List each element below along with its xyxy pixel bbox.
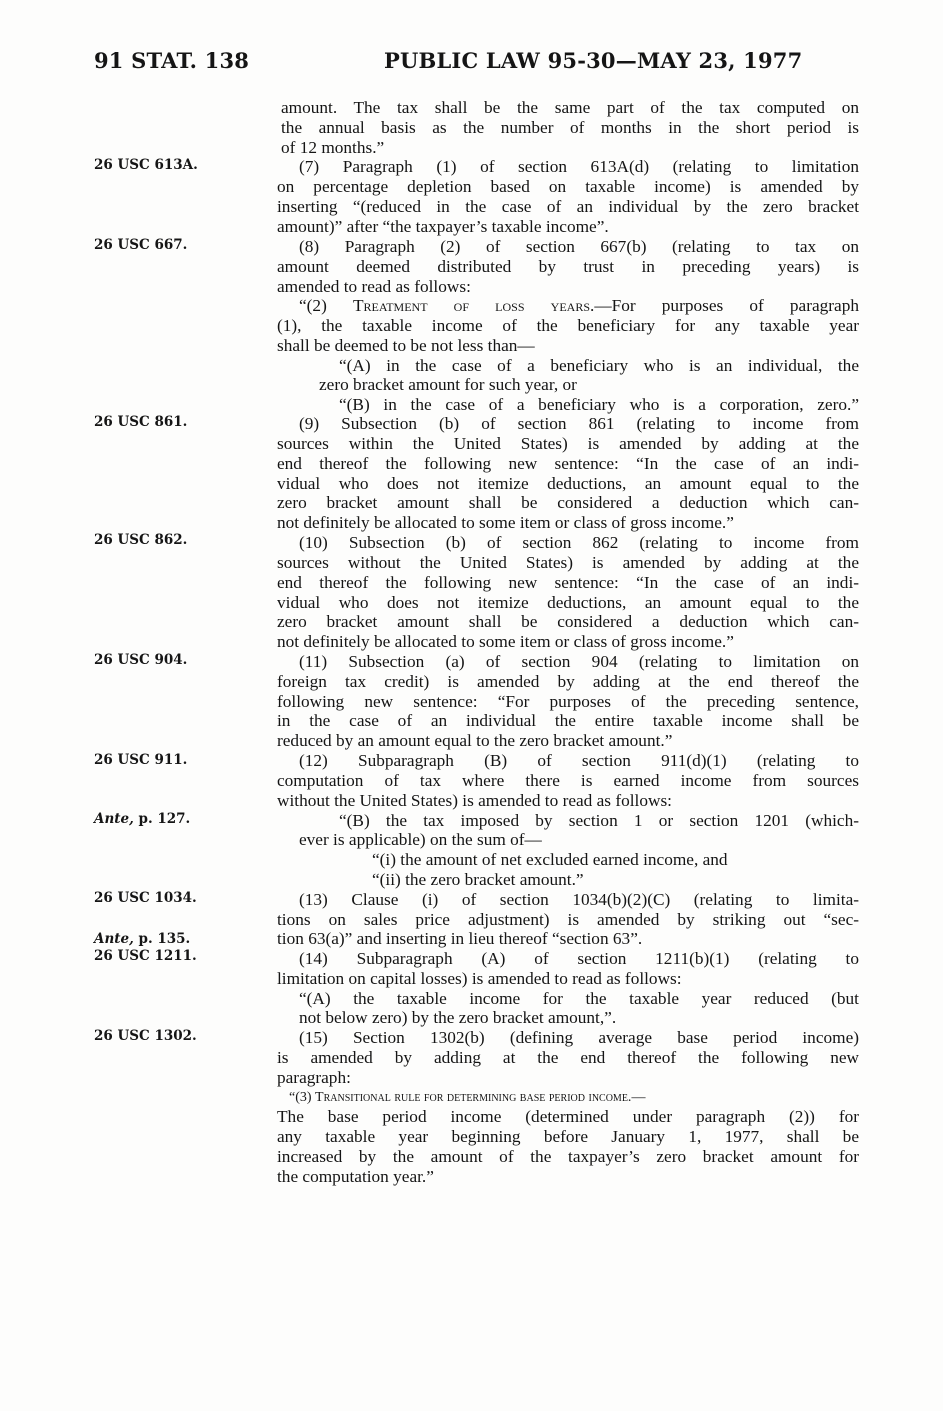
text-line: “(A) the taxable income for the taxable year reduced (but: [299, 989, 859, 1008]
section-heading: Transitional rule for determining base period income.: [315, 1090, 632, 1105]
text-line: reduced by an amount equal to the zero bracket amount.”: [277, 731, 673, 750]
margin-note: 26 USC 667.: [94, 237, 188, 253]
text-line: shall be deemed to be not less than—: [277, 336, 535, 355]
text-line: The base period income (determined under paragraph (2)) for: [277, 1107, 859, 1126]
text-line: tions on sales price adjustment) is amended by striking out “sec-: [277, 910, 859, 929]
text-line: “(A) in the case of a beneficiary who is an individual, the: [339, 356, 859, 375]
margin-note: Ante, p. 127.: [94, 811, 191, 827]
text-line: zero bracket amount shall be considered a deduction which can-: [277, 493, 859, 512]
margin-note: 26 USC 1034.: [94, 890, 197, 906]
text-line: (9) Subsection (b) of section 861 (relating to income from: [299, 414, 859, 433]
text-line: sources within the United States) is amended by adding at the: [277, 434, 859, 453]
margin-note: 26 USC 862.: [94, 532, 188, 548]
text-line: sources without the United States) is amended by adding at the: [277, 553, 859, 572]
text-line: (12) Subparagraph (B) of section 911(d)(1) (relating to: [299, 751, 859, 770]
text-line: (13) Clause (i) of section 1034(b)(2)(C) (relating to limita-: [299, 890, 859, 909]
text-line: “(3) Transitional rule for determining base period income.—: [289, 1090, 646, 1105]
text-line: tion 63(a)” and inserting in lieu thereof “section 63”.: [277, 929, 643, 948]
text-line: “(2) Treatment of loss years.—For purposes of paragraph: [299, 296, 859, 315]
text-line: “(B) the tax imposed by section 1 or section 1201 (which-: [339, 811, 859, 830]
text-line: without the United States) is amended to read as follows:: [277, 791, 672, 810]
text-line: end thereof the following new sentence: “In the case of an indi-: [277, 573, 859, 592]
text-line: on percentage depletion based on taxable income) is amended by: [277, 177, 859, 196]
text-line: paragraph:: [277, 1068, 351, 1087]
text-line: (14) Subparagraph (A) of section 1211(b)(1) (relating to: [299, 949, 859, 968]
margin-note: 26 USC 1302.: [94, 1028, 197, 1044]
text-line: inserting “(reduced in the case of an individual by the zero bracket: [277, 197, 859, 216]
text-line: ever is applicable) on the sum of—: [299, 830, 542, 849]
text-line: in the case of an individual the entire taxable income shall be: [277, 711, 859, 730]
text-line: any taxable year beginning before January 1, 1977, shall be: [277, 1127, 859, 1146]
text-line: zero bracket amount shall be considered a deduction which can-: [277, 612, 859, 631]
text-line: increased by the amount of the taxpayer’s zero bracket amount for: [277, 1147, 859, 1166]
margin-note: 26 USC 904.: [94, 652, 188, 668]
text-line: foreign tax credit) is amended by adding at the end thereof the: [277, 672, 859, 691]
text-line: (10) Subsection (b) of section 862 (relating to income from: [299, 533, 859, 552]
text-line: the annual basis as the number of months in the short period is: [281, 118, 859, 137]
text-line: following new sentence: “For purposes of the preceding sentence,: [277, 692, 859, 711]
page-folio: 91 STAT. 138: [94, 48, 250, 73]
text-line: not below zero) by the zero bracket amount,”.: [299, 1008, 617, 1027]
text-line: limitation on capital losses) is amended to read as follows:: [277, 969, 682, 988]
text-line: is amended by adding at the end thereof the following new: [277, 1048, 859, 1067]
margin-note: Ante, p. 135.: [94, 931, 191, 947]
text-line: amount. The tax shall be the same part of the tax computed on: [281, 98, 859, 117]
text-line: vidual who does not itemize deductions, an amount equal to the: [277, 593, 859, 612]
text-line: computation of tax where there is earned income from sources: [277, 771, 859, 790]
margin-note: 26 USC 861.: [94, 414, 188, 430]
text-line: vidual who does not itemize deductions, an amount equal to the: [277, 474, 859, 493]
margin-note: 26 USC 613A.: [94, 157, 198, 173]
margin-note: 26 USC 1211.: [94, 948, 197, 964]
text-line: (1), the taxable income of the beneficiary for any taxable year: [277, 316, 859, 335]
text-line: amount deemed distributed by trust in preceding years) is: [277, 257, 859, 276]
text-line: “(i) the amount of net excluded earned income, and: [372, 850, 728, 869]
text-line: (7) Paragraph (1) of section 613A(d) (relating to limitation: [299, 157, 859, 176]
text-line: the computation year.”: [277, 1167, 434, 1186]
text-line: amount)” after “the taxpayer’s taxable income”.: [277, 217, 609, 236]
margin-note: 26 USC 911.: [94, 752, 188, 768]
running-head: PUBLIC LAW 95-30—MAY 23, 1977: [384, 48, 803, 73]
text-line: of 12 months.”: [281, 138, 385, 157]
text-line: “(ii) the zero bracket amount.”: [372, 870, 584, 889]
text-line: zero bracket amount for such year, or: [319, 375, 577, 394]
text-line: (11) Subsection (a) of section 904 (relating to limitation on: [299, 652, 859, 671]
text-line: “(B) in the case of a beneficiary who is a corporation, zero.”: [339, 395, 859, 414]
text-line: end thereof the following new sentence: “In the case of an indi-: [277, 454, 859, 473]
text-line: (8) Paragraph (2) of section 667(b) (relating to tax on: [299, 237, 859, 256]
section-heading: Treatment of loss years.: [352, 296, 595, 315]
text-line: amended to read as follows:: [277, 277, 471, 296]
text-line: not definitely be allocated to some item or class of gross income.”: [277, 632, 734, 651]
text-line: (15) Section 1302(b) (defining average base period income): [299, 1028, 859, 1047]
text-line: not definitely be allocated to some item or class of gross income.”: [277, 513, 734, 532]
